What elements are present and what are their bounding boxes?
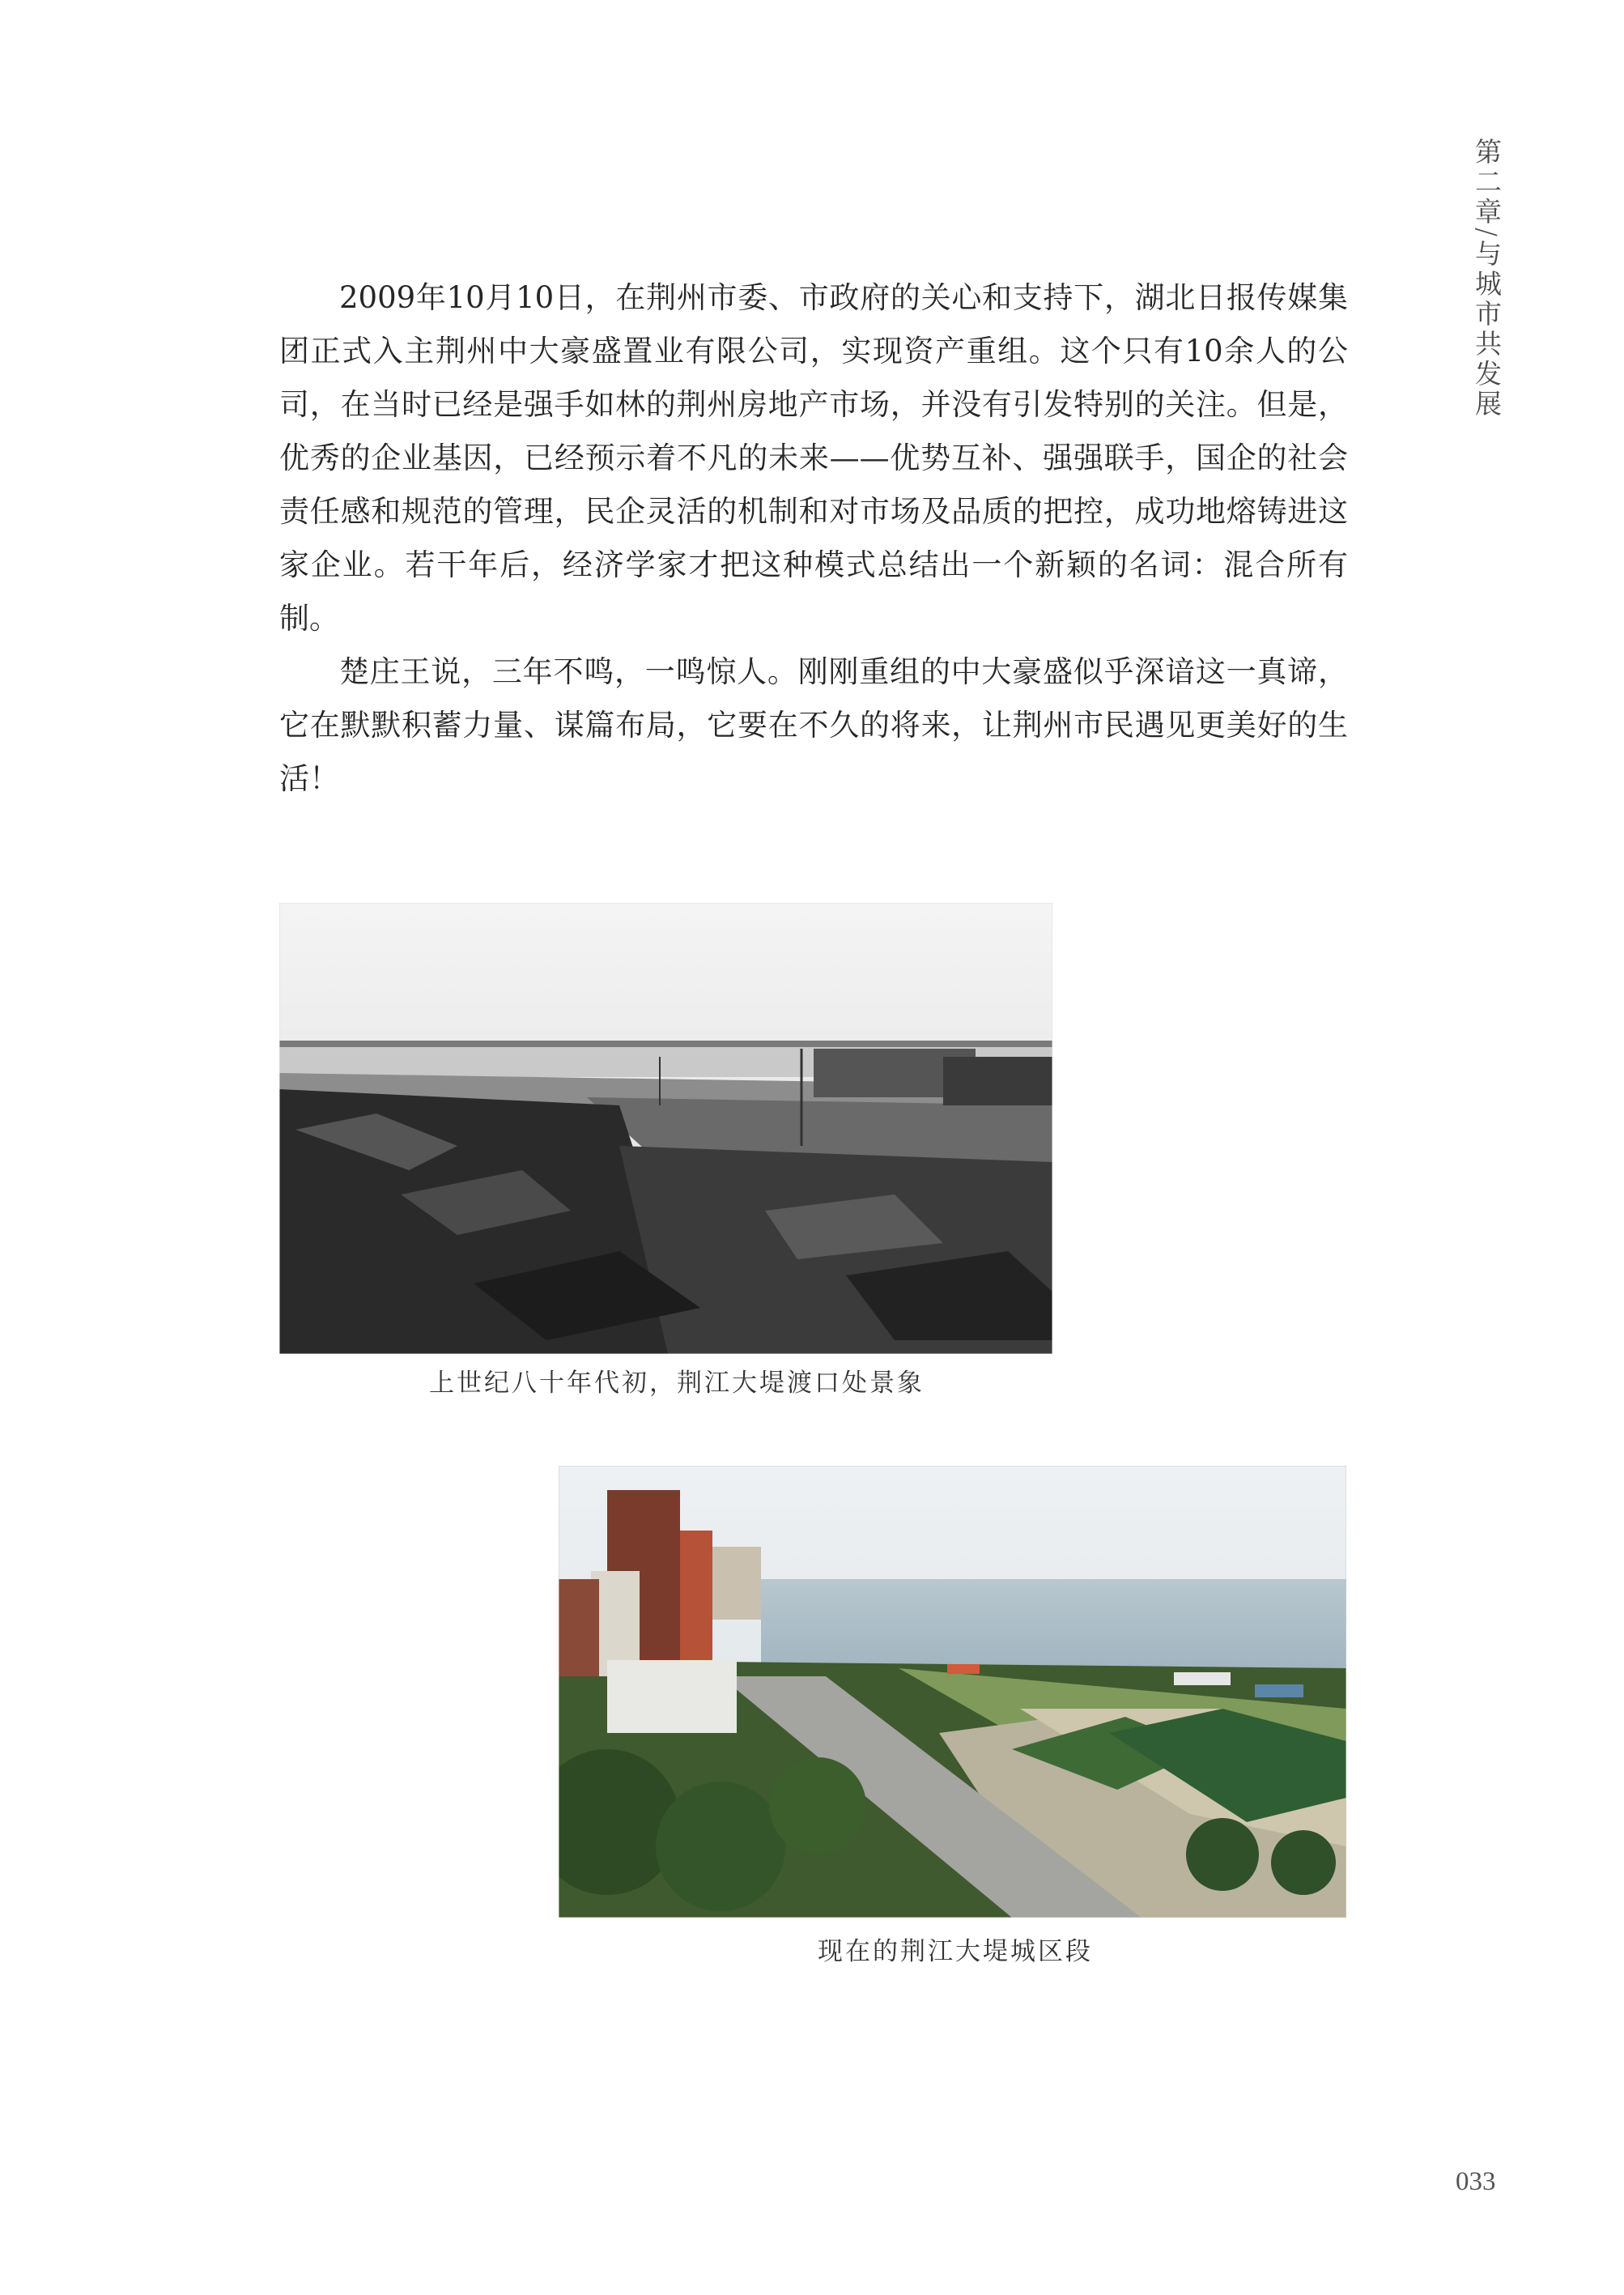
page-number: 033: [1456, 2167, 1496, 2196]
paragraph: 楚庄王说，三年不鸣，一鸣惊人。刚刚重组的中大豪盛似乎深谙这一真谛，它在默默积蓄力量、谋篇布局，它要在不久的将来，让荆州市民遇见更美好的生活！: [279, 654, 1348, 796]
modern-photo-caption: 现在的荆江大堤城区段: [818, 1937, 1093, 1966]
historical-dike-photo: [279, 903, 1052, 1354]
modern-dike-photo: [559, 1466, 1346, 1918]
paragraph: 2009年10月10日，在荆州市委、市政府的关心和支持下，湖北日报传媒集团正式入主荆州中大豪盛置业有限公司，实现资产重组。这个只有10余人的公司，在当时已经是强手如林的荆州房地产市场，并没有引发特别的关注。但是，优秀的企业基因，已经预示着不凡的未来——优势互补、强强联手，国企的社会责任感和规范的管理，民企灵活的机制和对市场及品质的把控，成功地熔铸进这家企业。若干年后，经济学家才把这种模式总结出一个新颖的名词：混合所有制。: [279, 280, 1348, 636]
body-text: [279, 271, 1348, 806]
historical-photo-caption: 上世纪八十年代初，荆江大堤渡口处景象: [429, 1369, 925, 1398]
chapter-label: 第二章/与城市共发展: [1471, 138, 1503, 420]
